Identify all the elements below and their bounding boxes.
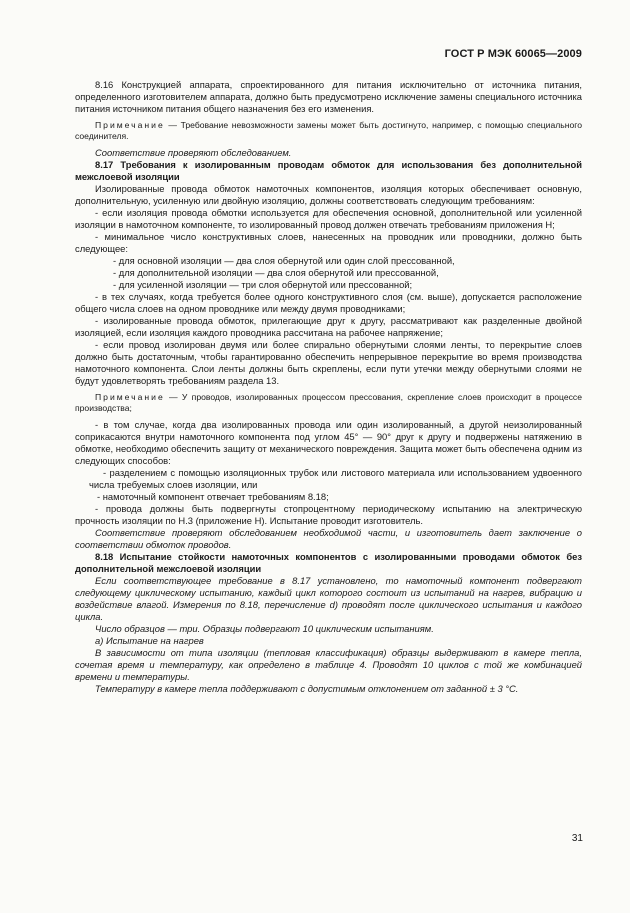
- note-label: Примечание: [95, 392, 165, 402]
- note: [75, 120, 582, 142]
- list-item: - если провод изолирован двумя или более спирально обернутыми слоями ленты, то перекрытие слоев должно быть достаточным, чтобы гарантированно обеспечить непрерывное перекрытие во время производства намоточного компонента. Слои ленты должны быть скреплены, если пути утечки между обернутыми слоями не будут удовлетворять требованиям раздела 13.: [75, 339, 582, 386]
- page-number: 31: [571, 833, 583, 844]
- paragraph: Температуру в камере тепла поддерживают с допустимым отклонением от заданной ± 3 °С.: [95, 683, 519, 694]
- compliance-text: Соответствие проверяют обследованием.: [95, 147, 292, 158]
- paragraph: Если соответствующее требование в 8.17 установлено, то намоточный компонент подвергают следующему циклическому испытанию, каждый цикл которого состоит из испытаний на нагрев, вибрацию и воздействие влагой. Измерения по 8.18, перечисление d) проводят после циклического испытания и каждого цикла.: [75, 575, 582, 622]
- paragraph: Изолированные провода обмоток намоточных компонентов, изоляция которых обеспечивает основную, дополнительную, усиленную или двойную изоляцию, должны соответствовать следующим требованиям:: [75, 183, 582, 206]
- list-item: - в тех случаях, когда требуется более одного конструктивного слоя (см. выше), допускается расположение общего числа слоев на одном проводнике или между двумя проводниками;: [75, 291, 582, 314]
- sub-list-item: - разделением с помощью изоляционных трубок или листового материала или использованием удвоенного числа требуемых слоев изоляции, или: [89, 467, 582, 490]
- page-header: ГОСТ Р МЭК 60065—2009: [444, 48, 582, 60]
- compliance-text: Соответствие проверяют обследованием необходимой части, и изготовитель дает заключение о соответствии обмоток проводов.: [75, 527, 582, 550]
- note: [75, 392, 582, 414]
- list-item: - изолированные провода обмоток, прилегающие друг к другу, рассматривают как разделенные двойной изоляцией, если изоляция каждого проводника рассчитана на рабочее напряжение;: [75, 315, 582, 338]
- paragraph: В зависимости от типа изоляции (тепловая классификация) образцы выдерживают в камере тепла, сочетая время и температуру, как определено в таблице 4. Проводят 10 циклов с той же комбинацией времени и температуры.: [75, 647, 582, 682]
- note-text: — У проводов, изолированных процессом прессования, скрепление слоев происходит в процессе производства;: [75, 392, 583, 413]
- paragraph: Число образцов — три. Образцы подвергают 10 циклическим испытаниям.: [95, 623, 434, 634]
- note-label: Примечание: [95, 120, 165, 130]
- clause-8-16: 8.16 Конструкцией аппарата, спроектированного для питания исключительно от источника питания, определенного изготовителем аппарата, должно быть предусмотрено исключение замены специального источника питания источником питания общего назначения без его изменения.: [75, 79, 582, 114]
- clause-8-18-heading: 8.18 Испытание стойкости намоточных компонентов с изолированными проводами обмоток без дополнительной межслоевой изоляции: [75, 551, 582, 574]
- list-item: - провода должны быть подвергнуты стопроцентному периодическому испытанию на электрическую прочность изоляции по Н.3 (приложение Н). Испытание проводит изготовитель.: [75, 503, 582, 526]
- sub-list-item: - для дополнительной изоляции — два слоя обернутой или прессованной,: [113, 267, 439, 278]
- clause-8-17-heading: 8.17 Требования к изолированным проводам обмоток для использования без дополнительной межслоевой изоляции: [75, 159, 582, 182]
- list-item: - минимальное число конструктивных слоев, нанесенных на проводник или проводники, должно быть следующее:: [75, 231, 582, 254]
- list-item: - если изоляция провода обмотки используется для обеспечения основной, дополнительной или усиленной изоляции в намоточном компоненте, то изолированный провод должен отвечать требованиям приложения Н;: [75, 207, 582, 230]
- list-item: - в том случае, когда два изолированных провода или один изолированный, а другой неизолированный соприкасаются внутри намоточного компонента под углом 45° — 90° друг к другу и подвержены натяжению в обмотке, необходимо обеспечить защиту от механического повреждения. Защита может быть обеспечена одним из следующих способов:: [75, 419, 582, 466]
- sub-list-item: - намоточный компонент отвечает требованиям 8.18;: [97, 491, 329, 502]
- page-content: [75, 79, 582, 695]
- note-text: — Требование невозможности замены может быть достигнуто, например, с помощью специального соединителя.: [75, 120, 582, 141]
- subheading: а) Испытание на нагрев: [95, 635, 204, 646]
- sub-list-item: - для усиленной изоляции — три слоя обернутой или прессованной;: [113, 279, 413, 290]
- sub-list-item: - для основной изоляции — два слоя обернутой или один слой прессованной,: [113, 255, 455, 266]
